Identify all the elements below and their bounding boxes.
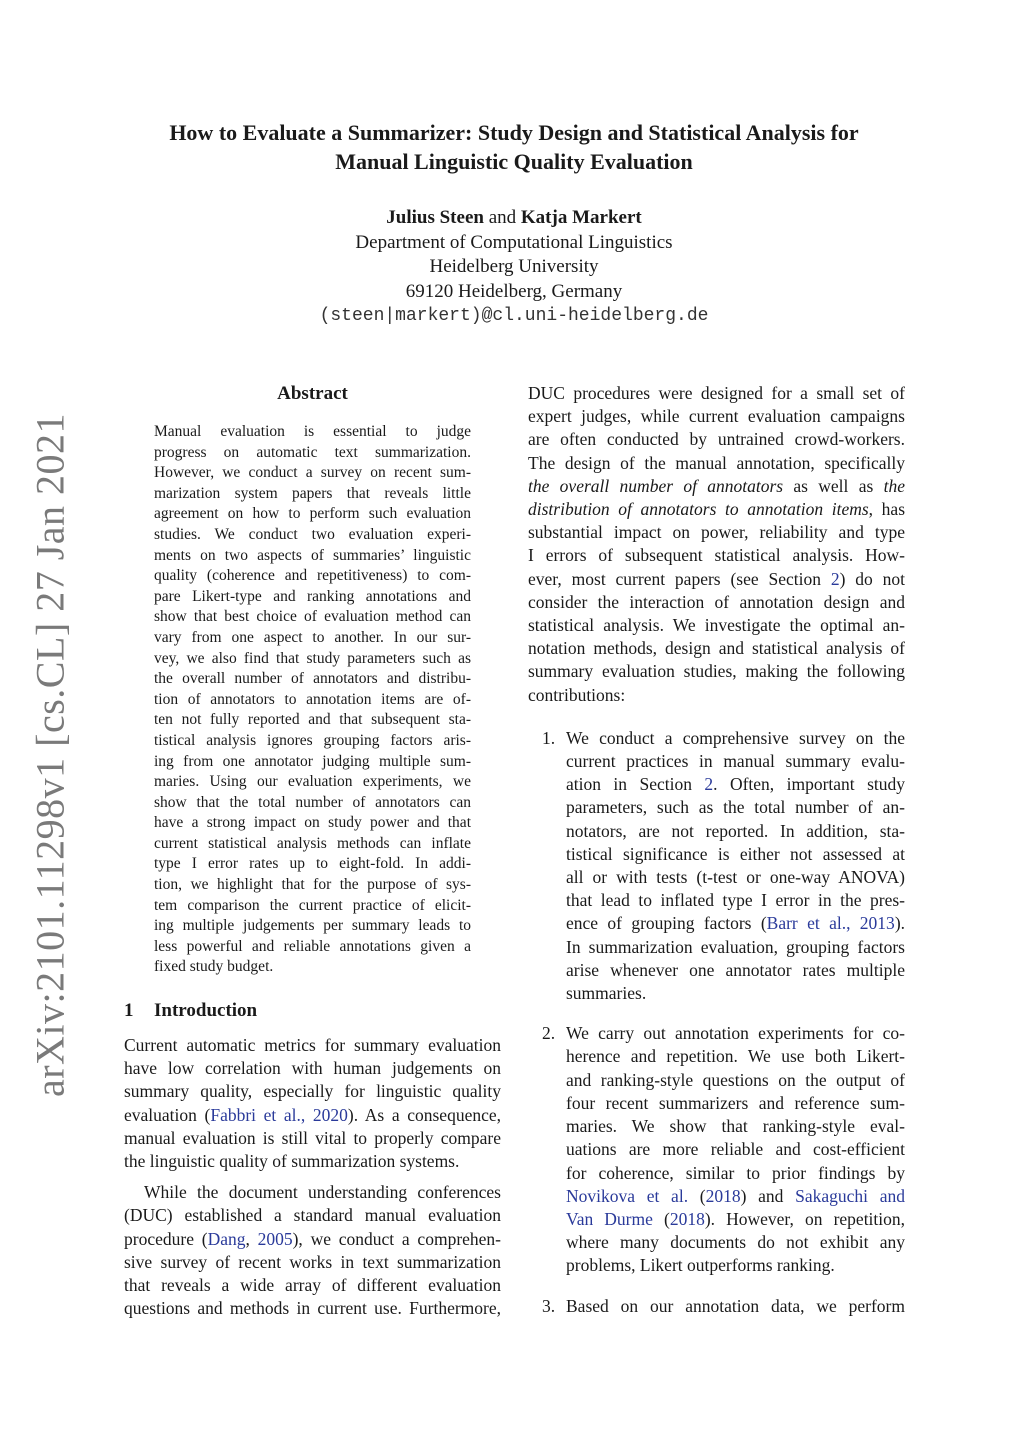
body-line: consider the interaction of annotation design and xyxy=(528,591,905,612)
body-line: all or with tests (t-test or one-way ANOVA) xyxy=(566,867,905,888)
body-line: Based on our annotation data, we perform xyxy=(566,1295,905,1316)
body-line: notators, are not reported. In addition, sta- xyxy=(566,820,905,841)
body-line: DUC procedures were designed for a small set of xyxy=(528,383,905,403)
body-line: distribution of annotators to annotation items, has xyxy=(528,499,906,520)
body-line: summaries. xyxy=(566,983,647,1004)
section-ref-link[interactable]: 2 xyxy=(830,568,840,589)
citation-link[interactable]: Dang xyxy=(207,1228,246,1249)
title-line-2: Manual Linguistic Quality Evaluation xyxy=(335,149,693,174)
body-line: procedure (Dang, 2005), we conduct a comprehen- xyxy=(124,1228,502,1249)
body-line: herence and repetition. We use both Likert- xyxy=(566,1046,905,1067)
body-line: summary evaluation studies, making the following xyxy=(528,661,905,682)
abstract-line: maries. Using our evaluation experiments, we xyxy=(154,773,471,791)
list-number: 2. xyxy=(542,1023,556,1044)
author-1: Julius Steen xyxy=(386,207,484,228)
abstract-line: show that best choice of evaluation method can xyxy=(154,608,471,626)
body-line: Current automatic metrics for summary evaluation xyxy=(124,1035,501,1056)
citation-link[interactable]: Sakaguchi and xyxy=(795,1185,906,1206)
contributions-list xyxy=(528,727,905,1318)
list-number: 1. xyxy=(542,727,556,748)
body-line: are often conducted by untrained crowd-workers. xyxy=(528,429,905,450)
abstract-line: tistical analysis ignores grouping factors aris- xyxy=(154,731,471,749)
body-line: the linguistic quality of summarization systems. xyxy=(124,1151,460,1172)
citation-link[interactable]: Novikova et al. xyxy=(566,1185,689,1206)
section-number: 1 xyxy=(124,1000,134,1022)
body-line: Novikova et al. (2018) and Sakaguchi and xyxy=(566,1185,906,1206)
citation-link[interactable]: Van Durme xyxy=(566,1208,653,1229)
author-university: Heidelberg University xyxy=(429,256,599,277)
abstract-line: tion, we highlight that for the purpose of sys- xyxy=(154,876,471,894)
body-line: We conduct a comprehensive survey on the xyxy=(566,727,905,748)
list-item xyxy=(528,1295,905,1318)
citation-link[interactable]: Fabbri et al., 2020 xyxy=(210,1104,348,1125)
right-paragraph xyxy=(528,382,905,707)
abstract-line: ments on two aspects of summaries’ linguistic xyxy=(154,546,471,564)
citation-link[interactable]: Barr et al., 2013 xyxy=(766,913,895,934)
list-number: 3. xyxy=(542,1295,556,1316)
abstract-line: vey, we also find that study parameters such as xyxy=(154,649,471,667)
abstract-line: Manual evaluation is essential to judge xyxy=(154,423,471,440)
list-item xyxy=(528,1022,905,1277)
body-line: While the document understanding conferences xyxy=(144,1182,501,1203)
body-line: the overall number of annotators as well as the xyxy=(528,475,905,496)
title-line-1: How to Evaluate a Summarizer: Study Design and Statistical Analysis for xyxy=(169,120,859,145)
abstract-line: current statistical analysis methods can inflate xyxy=(154,834,471,852)
abstract-line: ten not fully reported and that subsequent sta- xyxy=(154,711,471,729)
paper-title xyxy=(100,118,928,176)
body-line: ation in Section 2. Often, important study xyxy=(566,774,905,795)
body-line: evaluation (Fabbri et al., 2020). As a consequence, xyxy=(124,1104,501,1125)
author-email: (steen|markert)@cl.uni-heidelberg.de xyxy=(319,306,709,326)
body-line: that lead to inflated type I error in the pres- xyxy=(566,890,905,911)
body-line: that reveals a wide array of different evaluation xyxy=(124,1275,501,1296)
abstract-body xyxy=(154,422,471,978)
body-line: where many documents do not exhibit any xyxy=(566,1232,905,1253)
section-title: Introduction xyxy=(154,1000,258,1022)
body-line: sive survey of recent works in text summarization xyxy=(124,1251,501,1272)
author-address: 69120 Heidelberg, Germany xyxy=(405,280,623,302)
body-line: notation methods, design and statistical analysis of xyxy=(528,638,905,659)
abstract-line: have a strong impact on study power and that xyxy=(154,814,471,832)
abstract-line: fixed study budget. xyxy=(154,958,274,976)
body-line: ence of grouping factors (Barr et al., 2013). xyxy=(566,913,906,934)
abstract-line: However, we conduct a survey on recent sum- xyxy=(154,464,471,482)
body-line: maries. We show that ranking-style eval- xyxy=(566,1116,905,1137)
abstract-heading: Abstract xyxy=(277,383,348,404)
body-line: We carry out annotation experiments for co- xyxy=(566,1023,905,1044)
citation-link[interactable]: 2005 xyxy=(257,1228,293,1249)
body-line: tistical significance is either not assessed at xyxy=(566,843,905,864)
author-department: Department of Computational Linguistics xyxy=(355,231,673,253)
abstract-line: less powerful and reliable annotations given a xyxy=(154,937,471,955)
author-conjunction: and xyxy=(488,207,517,228)
arxiv-identifier: arXiv:2101.11298v1 [cs.CL] 27 Jan 2021 xyxy=(27,412,73,1098)
abstract-line: progress on automatic text summarization. xyxy=(154,443,471,461)
body-line: summary quality, especially for linguistic quality xyxy=(124,1081,501,1102)
body-line: statistical analysis. We investigate the optimal an- xyxy=(528,615,905,636)
body-line: problems, Likert outperforms ranking. xyxy=(566,1255,835,1276)
abstract-line: marization system papers that reveals little xyxy=(154,484,471,502)
abstract-line: quality (coherence and repetitiveness) to com- xyxy=(154,567,471,585)
abstract-line: tem comparison the current practice of elicit- xyxy=(154,896,471,914)
body-line: ever, most current papers (see Section 2) do not xyxy=(528,568,905,589)
abstract-line: agreement on how to perform such evaluation xyxy=(154,505,471,523)
introduction-paragraph-1 xyxy=(124,1034,501,1173)
abstract-line: ing multiple judgements per summary leads to xyxy=(154,917,471,935)
list-item xyxy=(528,727,905,1005)
author-names xyxy=(200,206,828,231)
body-line: manual evaluation is still vital to properly compare xyxy=(124,1127,501,1148)
body-line: parameters, such as the total number of an- xyxy=(566,797,905,818)
abstract-line: studies. We conduct two evaluation experi- xyxy=(154,525,471,543)
body-line: and ranking-style questions on the output of xyxy=(566,1069,905,1090)
right-column xyxy=(528,382,905,1335)
body-line: (DUC) established a standard manual evaluation xyxy=(124,1205,501,1226)
left-column xyxy=(124,382,501,1320)
body-line: I errors of subsequent statistical analysis. How- xyxy=(528,545,905,566)
section-ref-link[interactable]: 2 xyxy=(704,774,714,795)
body-line: contributions: xyxy=(528,684,626,705)
body-line: In summarization evaluation, grouping factors xyxy=(566,936,905,957)
body-line: current practices in manual summary evalu- xyxy=(566,751,905,772)
author-block xyxy=(200,206,828,329)
abstract-line: tion of annotators to annotation items are of- xyxy=(154,690,471,708)
body-line: four recent summarizers and reference sum- xyxy=(566,1092,905,1113)
body-line: uations are more reliable and cost-efficient xyxy=(566,1139,905,1160)
body-line: for coherence, similar to prior findings by xyxy=(566,1162,905,1183)
abstract-line: show that the total number of annotators can xyxy=(154,793,471,811)
body-line: Van Durme (2018). However, on repetition, xyxy=(566,1208,906,1229)
body-line: expert judges, while current evaluation campaigns xyxy=(528,406,905,427)
abstract-line: the overall number of annotators and distribu- xyxy=(154,670,471,688)
citation-link[interactable]: 2018 xyxy=(705,1185,741,1206)
citation-link[interactable]: 2018 xyxy=(669,1208,705,1229)
author-2: Katja Markert xyxy=(520,207,642,228)
introduction-paragraph-2 xyxy=(124,1181,501,1320)
body-line: questions and methods in current use. Furthermore, xyxy=(124,1298,501,1319)
body-line: The design of the manual annotation, specifically xyxy=(528,452,905,473)
abstract-line: pare Likert-type and ranking annotations and xyxy=(154,587,471,605)
abstract-line: type I error rates up to eight-fold. In addi- xyxy=(154,855,471,873)
body-line: arise whenever one annotator rates multiple xyxy=(566,959,905,980)
section-heading-introduction xyxy=(124,999,501,1023)
body-line: substantial impact on power, reliability and type xyxy=(528,522,905,543)
abstract-line: vary from one aspect to another. In our sur- xyxy=(154,628,471,646)
abstract-line: ing from one annotator judging multiple sum- xyxy=(154,752,471,770)
body-line: have low correlation with human judgements on xyxy=(124,1058,501,1079)
